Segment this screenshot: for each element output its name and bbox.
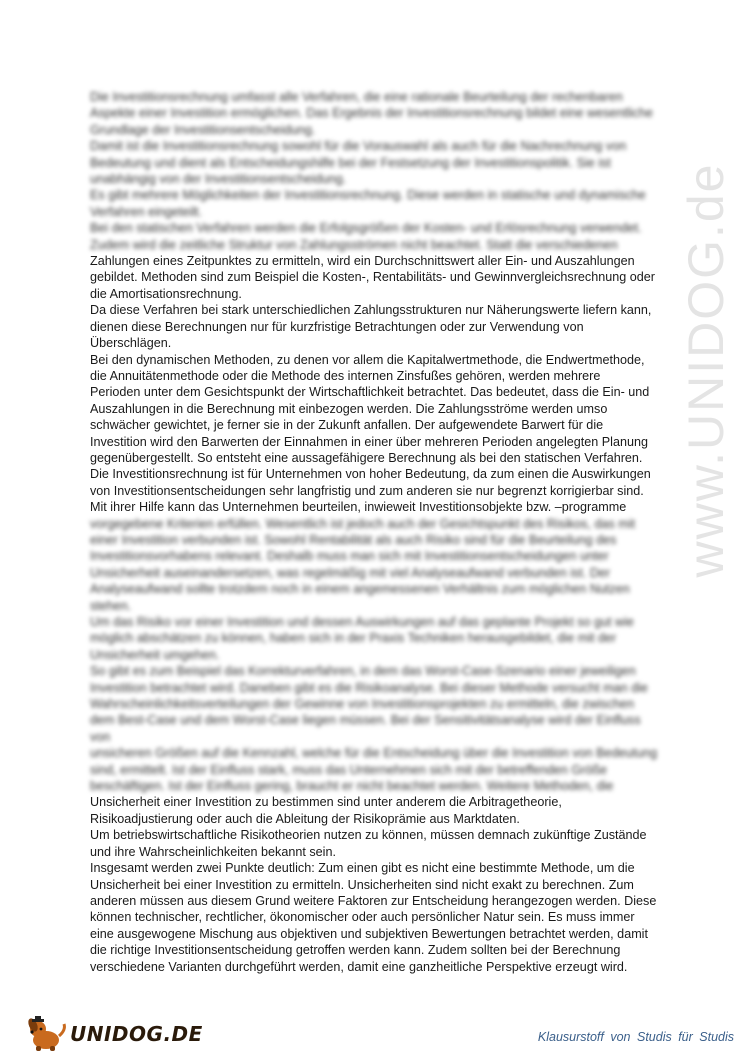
text-line: Da diese Verfahren bei stark unterschiedlichen Zahlungsstrukturen nur Näherungswerte liefern kann, [90,303,652,318]
text-line: unsicheren Größen auf die Kennzahl, welche für die Entscheidung über die Investition von Bedeutung [90,746,658,761]
text-line: Es gibt mehrere Möglichkeiten der Investitionsrechnung. Diese werden in statische und dynamische [90,188,646,203]
text-line: Grundlage der Investitionsentscheidung. [90,122,316,137]
text-line: Die Investitionsrechnung umfasst alle Verfahren, die eine rationale Beurteilung der rechenbaren [90,90,623,104]
text-line: einer Investition verbunden ist. Sowohl Rentabilität als auch Risiko sind für die Beurteilung des [90,532,617,547]
text-line: die richtige Investitionsentscheidung getroffen werden kann. Zudem sollten bei der Berechnung [90,943,621,958]
text-line: So gibt es zum Beispiel das Korrekturverfahren, in dem das Worst-Case-Szenario einer jeweiligen [90,664,636,679]
text-line: verschiedene Varianten durchgeführt werden, damit eine ganzheitliche Perspektive erzeugt wird. [90,959,628,974]
unidog-logo[interactable] [24,1016,203,1052]
text-line: Bei den dynamischen Methoden, zu denen vor allem die Kapitalwertmethode, die Endwertmethode, [90,352,645,367]
text-line: Zahlungen eines Zeitpunktes zu ermitteln, wird ein Durchschnittswert aller Ein- und Auszahlungen [90,254,635,269]
text-line: Um das Risiko vor einer Investition und dessen Auswirkungen auf das geplante Projekt so gut wie [90,615,634,629]
text-line: Bedeutung und dient als Entscheidungshilfe bei der Festsetzung der Investitionspolitik. Sie ist [90,155,611,170]
logo-text: UNIDOG.DE [70,1022,203,1046]
text-line: vorgegebene Kriterien erfüllen. Wesentlich ist jedoch auch der Gesichtspunkt des Risikos, das mit [90,516,636,531]
text-line: Analyseaufwand sollte trotzdem noch in einem angemessenen Verhältnis zum möglichen Nutzen [90,582,630,597]
text-line: Zudem wird die zeitliche Struktur von Zahlungsströmen nicht beachtet. Statt die verschiedenen [90,237,618,252]
text-line: möglich abschätzen zu können, haben sich in der Praxis Techniken herausgebildet, die mit der [90,631,617,646]
text-line: Überschlägen. [90,336,172,351]
text-line: Auszahlungen in die Berechnung mit einbezogen werden. Die Zahlungsströme werden umso [90,401,608,416]
blurred-section-top [90,89,662,253]
document-body [90,89,662,975]
text-line: Unsicherheit auseinandersetzen, was regelmäßig mit viel Analyseaufwand verbunden ist. Der [90,565,611,580]
footer-tagline: Klausurstoff von Studis für Studis [537,1030,734,1044]
text-line: dem Best-Case und dem Worst-Case liegen müssen. Bei der Sensitivitätsanalyse wird der Einfluss von [90,713,641,744]
text-line: anderen müssen aus diesem Grund weitere Faktoren zur Entscheidung herangezogen werden. Diese [90,893,657,908]
dog-mascot-icon [24,1016,68,1052]
visible-section-middle [90,253,662,516]
text-line: Perioden unter dem Gesichtspunkt der Wirtschaftlichkeit betrachtet. Das bedeutet, dass die Ein- und [90,385,650,400]
text-line: Unsicherheit einer Investition zu bestimmen sind unter anderem die Arbitragetheorie, [90,795,562,810]
text-line: sind, ermittelt. Ist der Einfluss stark, muss das Unternehmen sich mit der betreffenden Größe [90,762,608,777]
text-line: Risikoadjustierung oder auch die Ableitung der Risikoprämie aus Marktdaten. [90,811,520,826]
text-line: Die Investitionsrechnung ist für Unternehmen von hoher Bedeutung, da zum einen die Auswirkungen [90,467,651,482]
visible-section-bottom [90,794,662,974]
text-line: Unsicherheit bei einer Investition zu ermitteln. Unsicherheiten sind nicht exakt zu berechnen. Zum [90,877,634,892]
text-line: Investition betrachtet wird. Daneben gibt es die Risikoanalyse. Bei dieser Methode versucht man die [90,680,648,695]
text-line: schwächer gewichtet, je ferner sie in der Zukunft anfallen. Der aufgewendete Barwert für die [90,418,604,433]
text-line: Mit ihrer Hilfe kann das Unternehmen beurteilen, inwieweit Investitionsobjekte bzw. –programme [90,500,627,515]
text-line: können technischer, rechtlicher, ökonomischer oder auch persönlicher Natur sein. Es muss immer [90,910,635,925]
text-line: Insgesamt werden zwei Punkte deutlich: Zum einen gibt es nicht eine bestimmte Methode, um die [90,861,635,876]
text-line: eine ausgewogene Mischung aus objektiven und subjektiven Bewertungen betrachtet werden, damit [90,926,648,941]
text-line: gebildet. Methoden sind zum Beispiel die Kosten-, Rentabilitäts- und Gewinnvergleichsrechnung oder [90,270,655,285]
text-line: Bei den statischen Verfahren werden die Erfolgsgrößen der Kosten- und Erlösrechnung verwendet. [90,221,642,236]
text-line: Investitionsvorhabens relevant. Deshalb muss man sich mit Investitionsentscheidungen unter [90,549,609,564]
watermark: www.UNIDOG.de [678,162,734,578]
text-line: beschäftigen. Ist der Einfluss gering, braucht er nicht beachtet werden. Weitere Methoden, die [90,779,614,794]
text-line: Aspekte einer Investition ermöglichen. Das Ergebnis der Investitionsrechnung bildet eine wesentliche [90,106,653,121]
text-line: die Annuitätenmethode oder die Methode des internen Zinsfußes gehören, werden mehrere [90,368,601,383]
text-line: unabhängig von der Investitionsentscheidung. [90,172,347,187]
text-line: dienen diese Berechnungen nur für kurzfristige Betrachtungen oder zur Verwendung von [90,319,584,334]
text-line: stehen. [90,598,132,613]
text-line: die Amortisationsrechnung. [90,286,242,301]
text-line: von Investitionsentscheidungen sehr langfristig und zum anderen sie nur begrenzt korrigierbar sind. [90,483,644,498]
text-line: gegenübergestellt. So entsteht eine aussagefähigere Berechnung als bei den statischen Verfahren. [90,450,643,465]
text-line: Investition wird den Barwerten der Einnahmen in einer über mehreren Perioden angelegten Planung [90,434,648,449]
text-line: und ihre Wahrscheinlichkeiten bekannt sein. [90,844,336,859]
text-line: Damit ist die Investitionsrechnung sowohl für die Vorauswahl als auch für die Nachrechnung von [90,139,627,154]
text-line: Um betriebswirtschaftliche Risikotheorien nutzen zu können, müssen demnach zukünftige Zustände [90,828,647,843]
text-line: Unsicherheit umgehen. [90,647,220,662]
text-line: Verfahren eingeteilt. [90,204,203,219]
text-line: Wahrscheinlichkeitsverteilungen der Gewinne von Investitionsprojekten zu ermitteln, die zwischen [90,697,635,712]
blurred-section-middle [90,516,662,795]
